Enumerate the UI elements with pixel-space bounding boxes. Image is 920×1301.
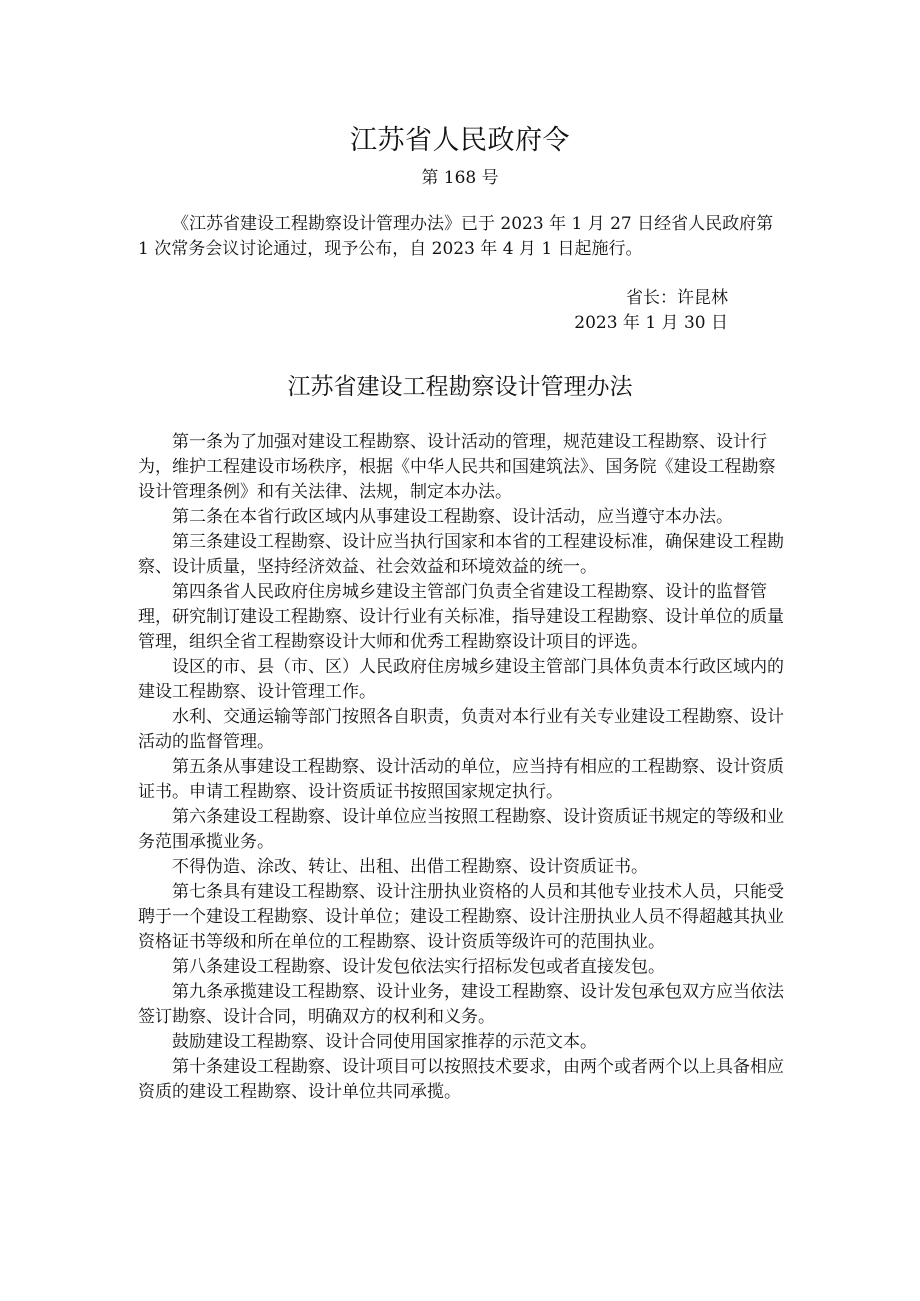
article-paragraph: 不得伪造、涂改、转让、出租、出借工程勘察、设计资质证书。	[172, 857, 648, 877]
article-paragraph: 第九条承揽建设工程勘察、设计业务，建设工程勘察、设计发包承包双方应当依法签订勘察、设计合同，明确双方的权利和义务。	[138, 982, 784, 1027]
article-paragraph: 第八条建设工程勘察、设计发包依法实行招标发包或者直接发包。	[172, 957, 665, 977]
article-paragraph: 第一条为了加强对建设工程勘察、设计活动的管理，规范建设工程勘察、设计行为，维护工程建设市场秩序，根据《中华人民共和国建筑法》、国务院《建设工程勘察设计管理条例》和有关法律、法规，制定本办法。	[138, 432, 776, 502]
law-articles	[138, 430, 786, 1105]
article-paragraph: 第五条从事建设工程勘察、设计活动的单位，应当持有相应的工程勘察、设计资质证书。申请工程勘察、设计资质证书按照国家规定执行。	[138, 757, 784, 802]
governor-signature: 省长：许昆林	[626, 288, 728, 308]
article-paragraph: 第十条建设工程勘察、设计项目可以按照技术要求，由两个或者两个以上具备相应资质的建设工程勘察、设计单位共同承揽。	[138, 1057, 784, 1102]
article-paragraph: 鼓励建设工程勘察、设计合同使用国家推荐的示范文本。	[172, 1032, 597, 1052]
article-paragraph: 第六条建设工程勘察、设计单位应当按照工程勘察、设计资质证书规定的等级和业务范围承揽业务。	[138, 807, 784, 852]
law-title: 江苏省建设工程勘察设计管理办法	[287, 374, 633, 400]
article-paragraph: 设区的市、县（市、区）人民政府住房城乡建设主管部门具体负责本行政区域内的建设工程勘察、设计管理工作。	[138, 657, 784, 702]
decree-title: 江苏省人民政府令	[350, 125, 570, 156]
decree-number: 第 168 号	[421, 168, 499, 188]
signature-block	[480, 286, 728, 336]
article-paragraph: 水利、交通运输等部门按照各自职责，负责对本行业有关专业建设工程勘察、设计活动的监督管理。	[138, 707, 784, 752]
promulgation-text: 《江苏省建设工程勘察设计管理办法》已于 2023 年 1 月 27 日经省人民政府第 1 次常务会议讨论通过，现予公布，自 2023 年 4 月 1 日起施行。	[138, 214, 774, 259]
article-paragraph: 第二条在本省行政区域内从事建设工程勘察、设计活动，应当遵守本办法。	[172, 507, 733, 527]
article-paragraph: 第三条建设工程勘察、设计应当执行国家和本省的工程建设标准，确保建设工程勘察、设计质量，坚持经济效益、社会效益和环境效益的统一。	[138, 532, 784, 577]
article-paragraph: 第四条省人民政府住房城乡建设主管部门负责全省建设工程勘察、设计的监督管理，研究制订建设工程勘察、设计行业有关标准，指导建设工程勘察、设计单位的质量管理，组织全省工程勘察设计大师和优秀工程勘察设计项目的评选。	[138, 582, 784, 652]
article-paragraph: 第七条具有建设工程勘察、设计注册执业资格的人员和其他专业技术人员，只能受聘于一个建设工程勘察、设计单位；建设工程勘察、设计注册执业人员不得超越其执业资格证书等级和所在单位的工程勘察、设计资质等级许可的范围执业。	[138, 882, 784, 952]
signature-date: 2023 年 1 月 30 日	[574, 313, 728, 333]
